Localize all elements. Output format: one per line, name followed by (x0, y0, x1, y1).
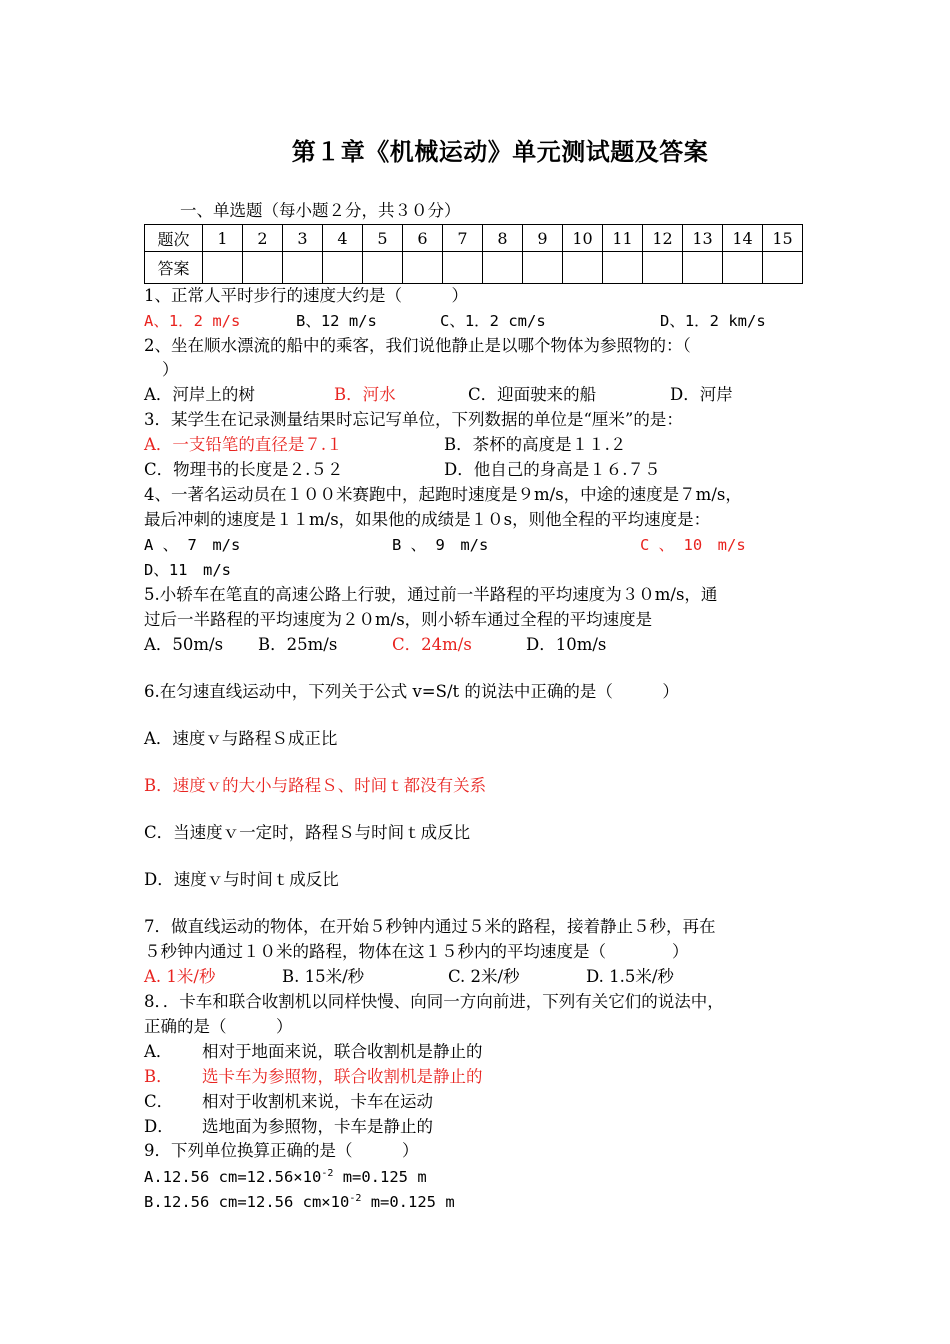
answer-cell[interactable] (203, 252, 243, 284)
question-2-option-a: A．河岸上的树 (144, 385, 255, 404)
table-cell: 6 (403, 225, 443, 252)
question-4-option-c: C 、 10 m/s (640, 536, 746, 554)
table-cell: 11 (603, 225, 643, 252)
table-row-label: 答案 (145, 252, 203, 284)
answer-cell[interactable] (763, 252, 803, 284)
question-5-option-a: A．50m/s (144, 635, 224, 654)
table-cell: 5 (363, 225, 403, 252)
question-8-option-c: 相对于收割机来说，卡车在运动 (202, 1092, 433, 1111)
table-cell: 14 (723, 225, 763, 252)
answer-cell[interactable] (363, 252, 403, 284)
answer-cell[interactable] (603, 252, 643, 284)
table-cell: 8 (483, 225, 523, 252)
table-cell: 7 (443, 225, 483, 252)
question-8-stem-2: 正确的是（ ） (144, 1017, 293, 1036)
answer-cell[interactable] (563, 252, 603, 284)
question-1-option-d: D、1．2 km/s (660, 312, 766, 330)
table-cell: 12 (643, 225, 683, 252)
question-8-option-a: 相对于地面来说，联合收割机是静止的 (202, 1042, 483, 1061)
table-cell: 9 (523, 225, 563, 252)
answer-cell[interactable] (443, 252, 483, 284)
question-4-option-a: A 、 7 m/s (144, 536, 241, 554)
question-2-stem-end: ） (162, 360, 179, 379)
question-3-option-c: C．物理书的长度是２.５２ (144, 460, 344, 479)
question-3-stem: 3．某学生在记录测量结果时忘记写单位，下列数据的单位是“厘米”的是： (144, 410, 683, 429)
question-6-option-c: C．当速度ｖ一定时，路程Ｓ与时间ｔ成反比 (144, 823, 471, 842)
question-6-option-a: A．速度ｖ与路程Ｓ成正比 (144, 729, 338, 748)
table-row-label: 题次 (145, 225, 203, 252)
question-3-option-a: A．一支铅笔的直径是７.１ (144, 435, 343, 454)
question-4-stem: 4、一著名运动员在１００米赛跑中，起跑时速度是９m/s，中途的速度是７m/s， (144, 485, 742, 504)
question-7-option-b: B. 15米/秒 (282, 967, 365, 986)
question-5-option-d: D．10m/s (526, 635, 607, 654)
question-3-option-d: D．他自己的身高是１６.７５ (444, 460, 661, 479)
question-1-option-a: A、1．2 m/s (144, 312, 241, 330)
question-7-option-d: D. 1.5米/秒 (586, 967, 674, 986)
question-4-option-d: D、11 m/s (144, 561, 231, 579)
table-cell: 10 (563, 225, 603, 252)
question-7-option-a: A. 1米/秒 (144, 967, 216, 986)
question-4-stem-2: 最后冲刺的速度是１１m/s，如果他的成绩是１０s，则他全程的平均速度是： (144, 510, 711, 529)
section-heading: 一、单选题（每小题２分，共３０分） (180, 201, 461, 220)
question-7-stem-2: ５秒钟内通过１０米的路程，物体在这１５秒内的平均速度是（ ） (144, 942, 689, 961)
question-9-option-b: B.12.56 cm=12.56 $cm\times 10^{-2}$ m=0.125 m (144, 1193, 455, 1211)
question-2-option-d: D．河岸 (670, 385, 733, 404)
question-9-stem: 9．下列单位换算正确的是（ ） (144, 1141, 419, 1160)
table-cell: 2 (243, 225, 283, 252)
table-cell: 1 (203, 225, 243, 252)
answer-cell[interactable] (483, 252, 523, 284)
question-3-option-b: B．茶杯的高度是１１.２ (444, 435, 627, 454)
question-8-option-c-label: C． (144, 1092, 174, 1111)
question-2-option-c: C．迎面驶来的船 (468, 385, 597, 404)
question-1-option-c: C、1．2 cm/s (440, 312, 546, 330)
question-7-option-c: C. 2米/秒 (448, 967, 520, 986)
answer-cell[interactable] (643, 252, 683, 284)
answer-cell[interactable] (323, 252, 363, 284)
answer-cell[interactable] (243, 252, 283, 284)
table-cell: 13 (683, 225, 723, 252)
answer-table (144, 224, 803, 284)
question-4-option-b: B 、 9 m/s (392, 536, 489, 554)
question-5-stem: 5.小轿车在笔直的高速公路上行驶，通过前一半路程的平均速度为３０m/s，通 (144, 585, 718, 604)
question-8-option-b-label: B． (144, 1067, 173, 1086)
answer-cell[interactable] (523, 252, 563, 284)
question-2-option-b: B．河水 (334, 385, 396, 404)
question-5-option-c: C．24m/s (392, 635, 472, 654)
table-cell: 15 (763, 225, 803, 252)
question-7-stem: 7．做直线运动的物体，在开始５秒钟内通过５米的路程，接着静止５秒，再在 (144, 917, 716, 936)
question-8-option-b: 选卡车为参照物，联合收割机是静止的 (202, 1067, 483, 1086)
answer-cell[interactable] (283, 252, 323, 284)
question-6-option-d: D．速度ｖ与时间ｔ成反比 (144, 870, 339, 889)
table-cell: 3 (283, 225, 323, 252)
question-6-option-b: B．速度ｖ的大小与路程Ｓ、时间ｔ都没有关系 (144, 776, 487, 795)
question-8-option-a-label: A． (144, 1042, 173, 1061)
page-title: 第１章《机械运动》单元测试题及答案 (291, 138, 709, 166)
answer-cell[interactable] (723, 252, 763, 284)
question-6-stem: 6.在匀速直线运动中，下列关于公式 v=S/t 的说法中正确的是（ ） (144, 682, 679, 701)
question-5-option-b: B．25m/s (258, 635, 338, 654)
answer-cell[interactable] (403, 252, 443, 284)
question-2-stem: 2、坐在顺水漂流的船中的乘客，我们说他静止是以哪个物体为参照物的：（ (144, 336, 691, 355)
table-cell: 4 (323, 225, 363, 252)
question-1-stem: 1、正常人平时步行的速度大约是（ ） (144, 286, 468, 305)
question-9-option-a: A.12.56 $cm=12.56\times 10^{-2}$ m=0.125 m (144, 1168, 427, 1186)
question-8-option-d: 选地面为参照物，卡车是静止的 (202, 1117, 433, 1136)
question-8-stem: 8．．卡车和联合收割机以同样快慢、向同一方向前进，下列有关它们的说法中， (144, 992, 724, 1011)
answer-cell[interactable] (683, 252, 723, 284)
question-5-stem-2: 过后一半路程的平均速度为２０m/s，则小轿车通过全程的平均速度是 (144, 610, 653, 629)
question-8-option-d-label: D． (144, 1117, 174, 1136)
question-1-option-b: B、12 m/s (296, 312, 377, 330)
